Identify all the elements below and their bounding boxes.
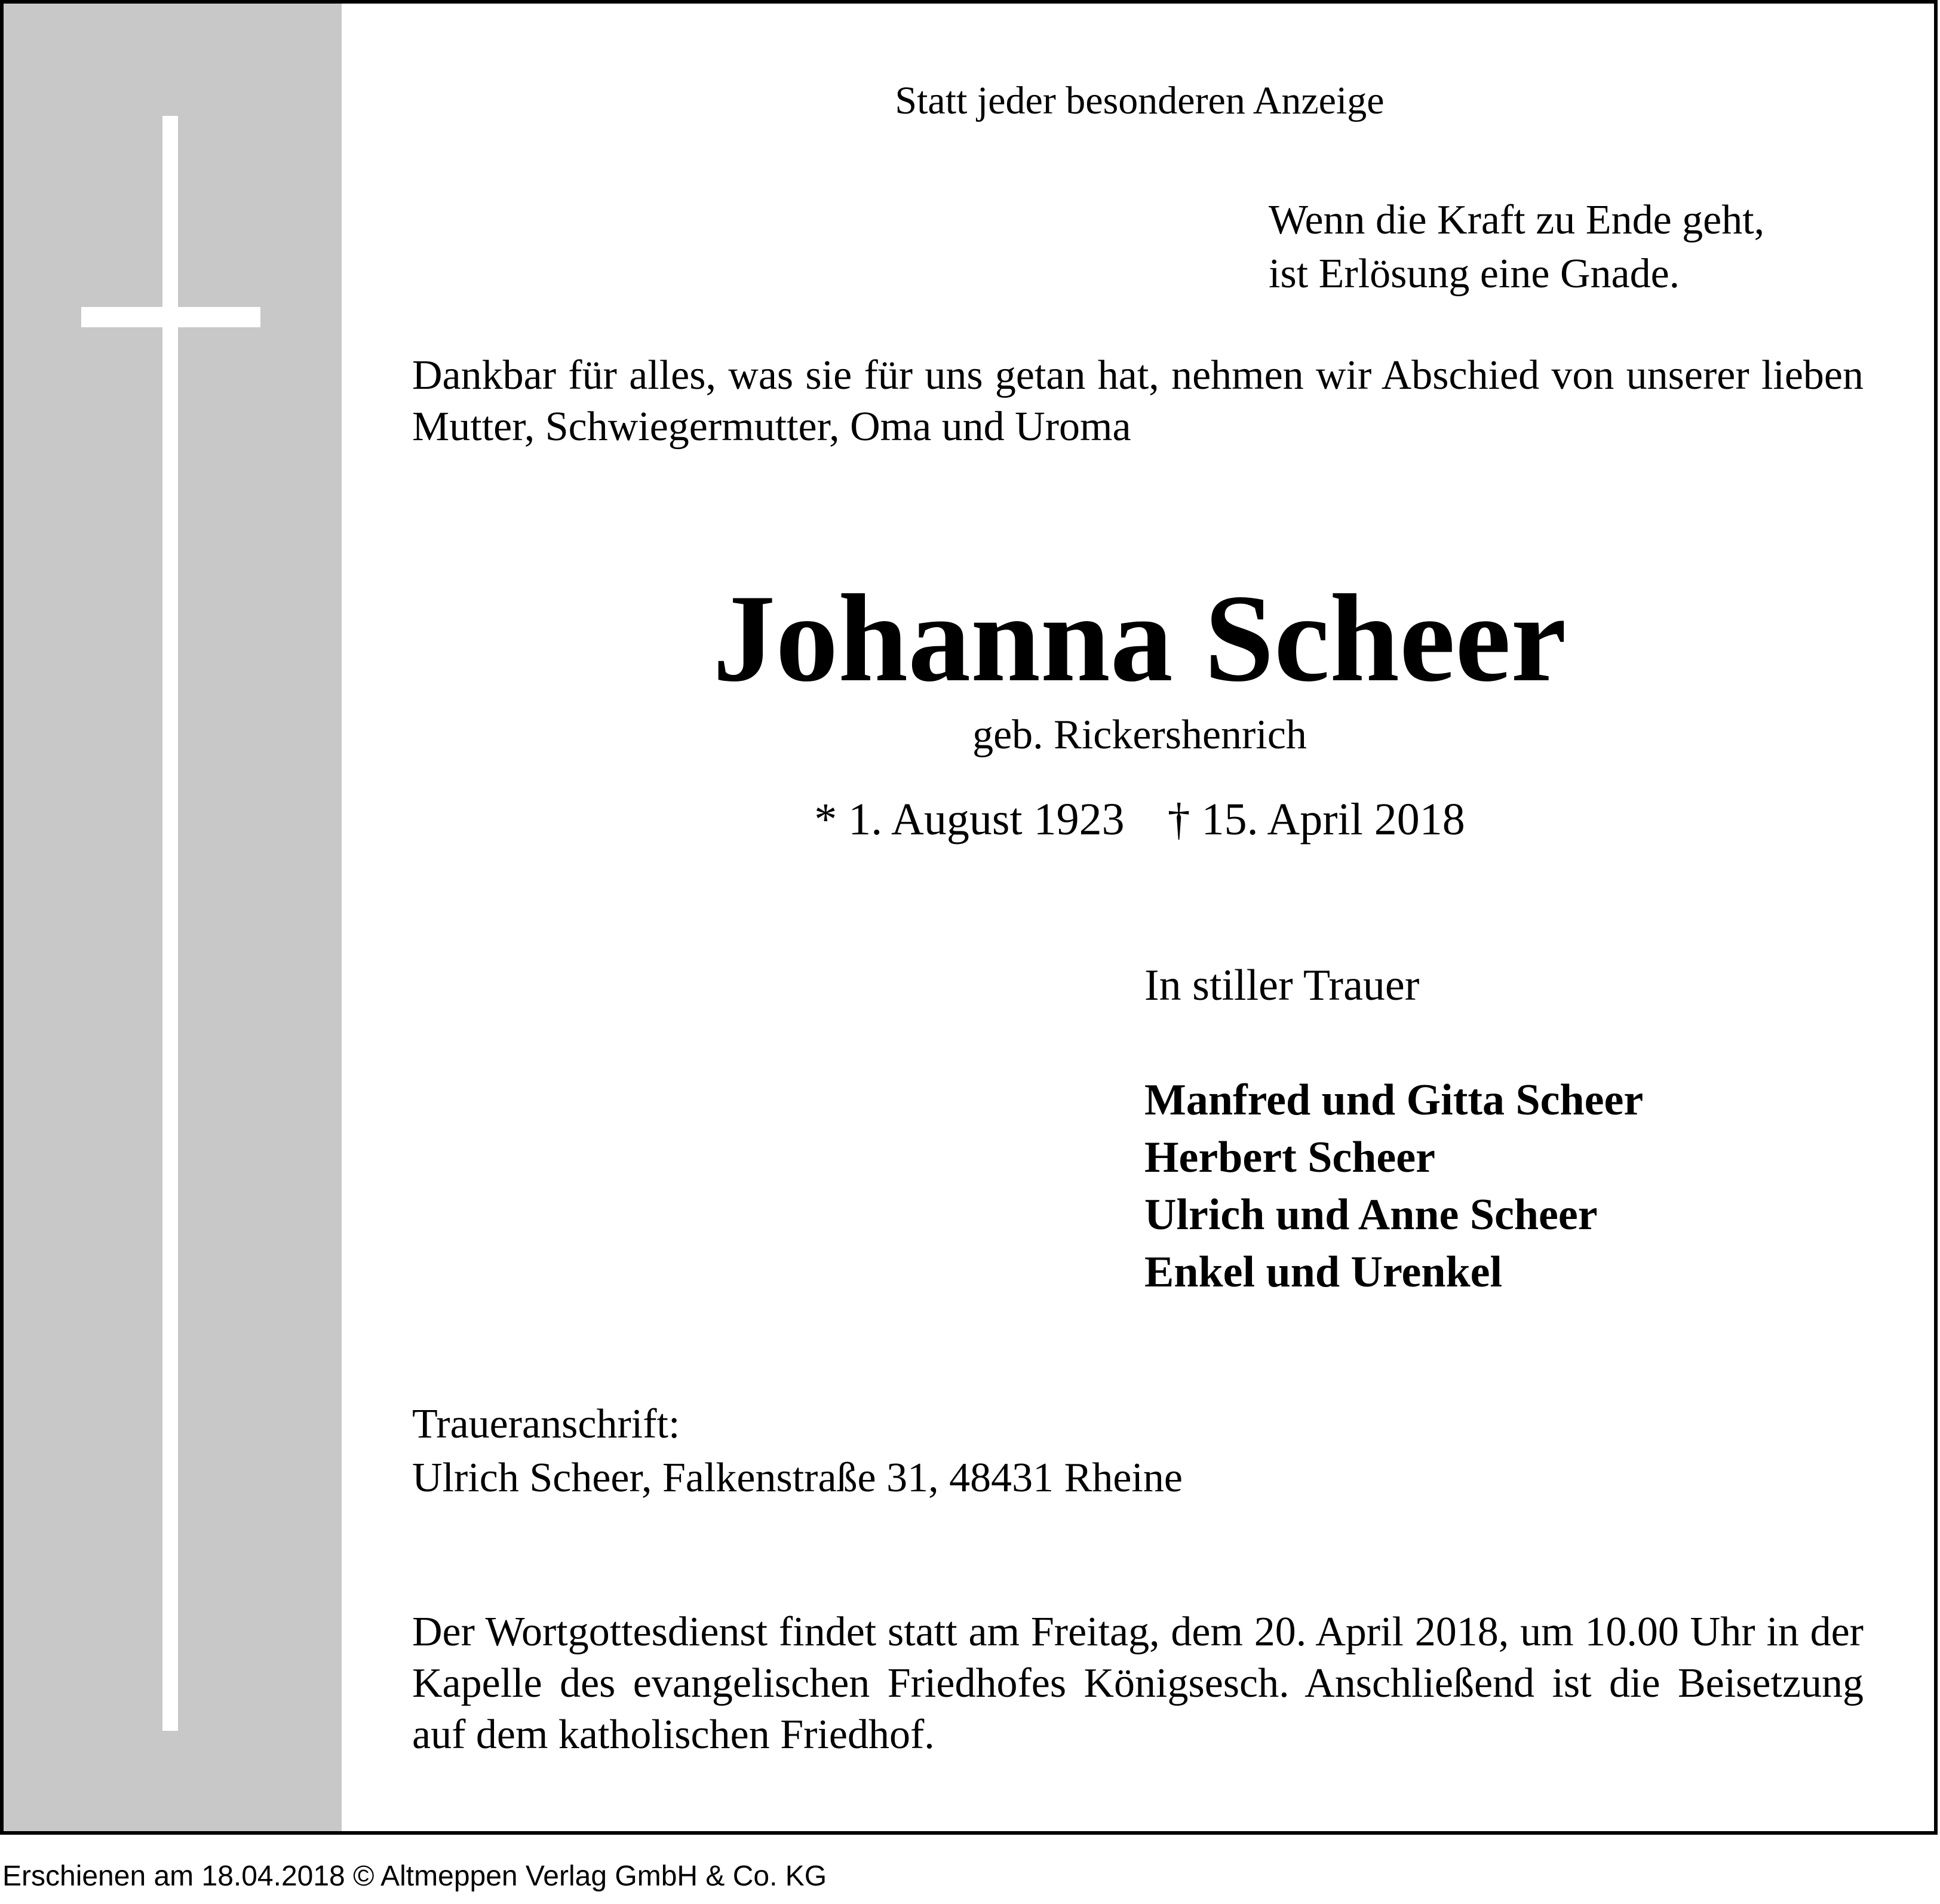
mourner-name: Herbert Scheer [1144,1133,1435,1182]
notice-header: Statt jeder besonderen Anzeige [895,79,1385,122]
cross-vertical-beam [162,116,178,1731]
publication-footer: Erschienen am 18.04.2018 © Altmeppen Verlag GmbH & Co. KG [2,1860,827,1892]
cross-horizontal-beam [81,307,260,327]
mourning-phrase: In stiller Trauer [1144,961,1420,1010]
intro-text: Dankbar für alles, was sie für uns getan hat, nehmen wir Abschied von unserer lieben Mutter, Schwiegermutter, Oma und Uroma [412,352,1864,450]
birth-name: geb. Rickershenrich [972,712,1307,758]
birth-date: * 1. August 1923 [814,794,1125,844]
service-info: Der Wortgottesdienst findet statt am Freitag, dem 20. April 2018, um 10.00 Uhr in der Kapelle des evangelischen Friedhofes Königsesch. Anschließend ist die Beisetzung auf dem katholischen Friedhof. [412,1609,1864,1758]
mourning-address: Ulrich Scheer, Falkenstraße 31, 48431 Rheine [412,1455,1183,1501]
death-date: † 15. April 2018 [1167,794,1465,844]
motto-line: Wenn die Kraft zu Ende geht, [1269,197,1765,243]
mourner-name: Enkel und Urenkel [1144,1248,1503,1297]
motto-line: ist Erlösung eine Gnade. [1269,251,1680,297]
life-dates [342,791,1938,848]
motto [1269,194,1764,301]
mourner-name: Manfred und Gitta Scheer [1144,1076,1644,1125]
mourners-list [1144,1071,1643,1301]
side-bar [4,4,342,1831]
mourner-name: Ulrich und Anne Scheer [1144,1190,1598,1239]
address-label: Traueranschrift: [412,1401,680,1447]
deceased-name: Johanna Scheer [713,569,1567,708]
